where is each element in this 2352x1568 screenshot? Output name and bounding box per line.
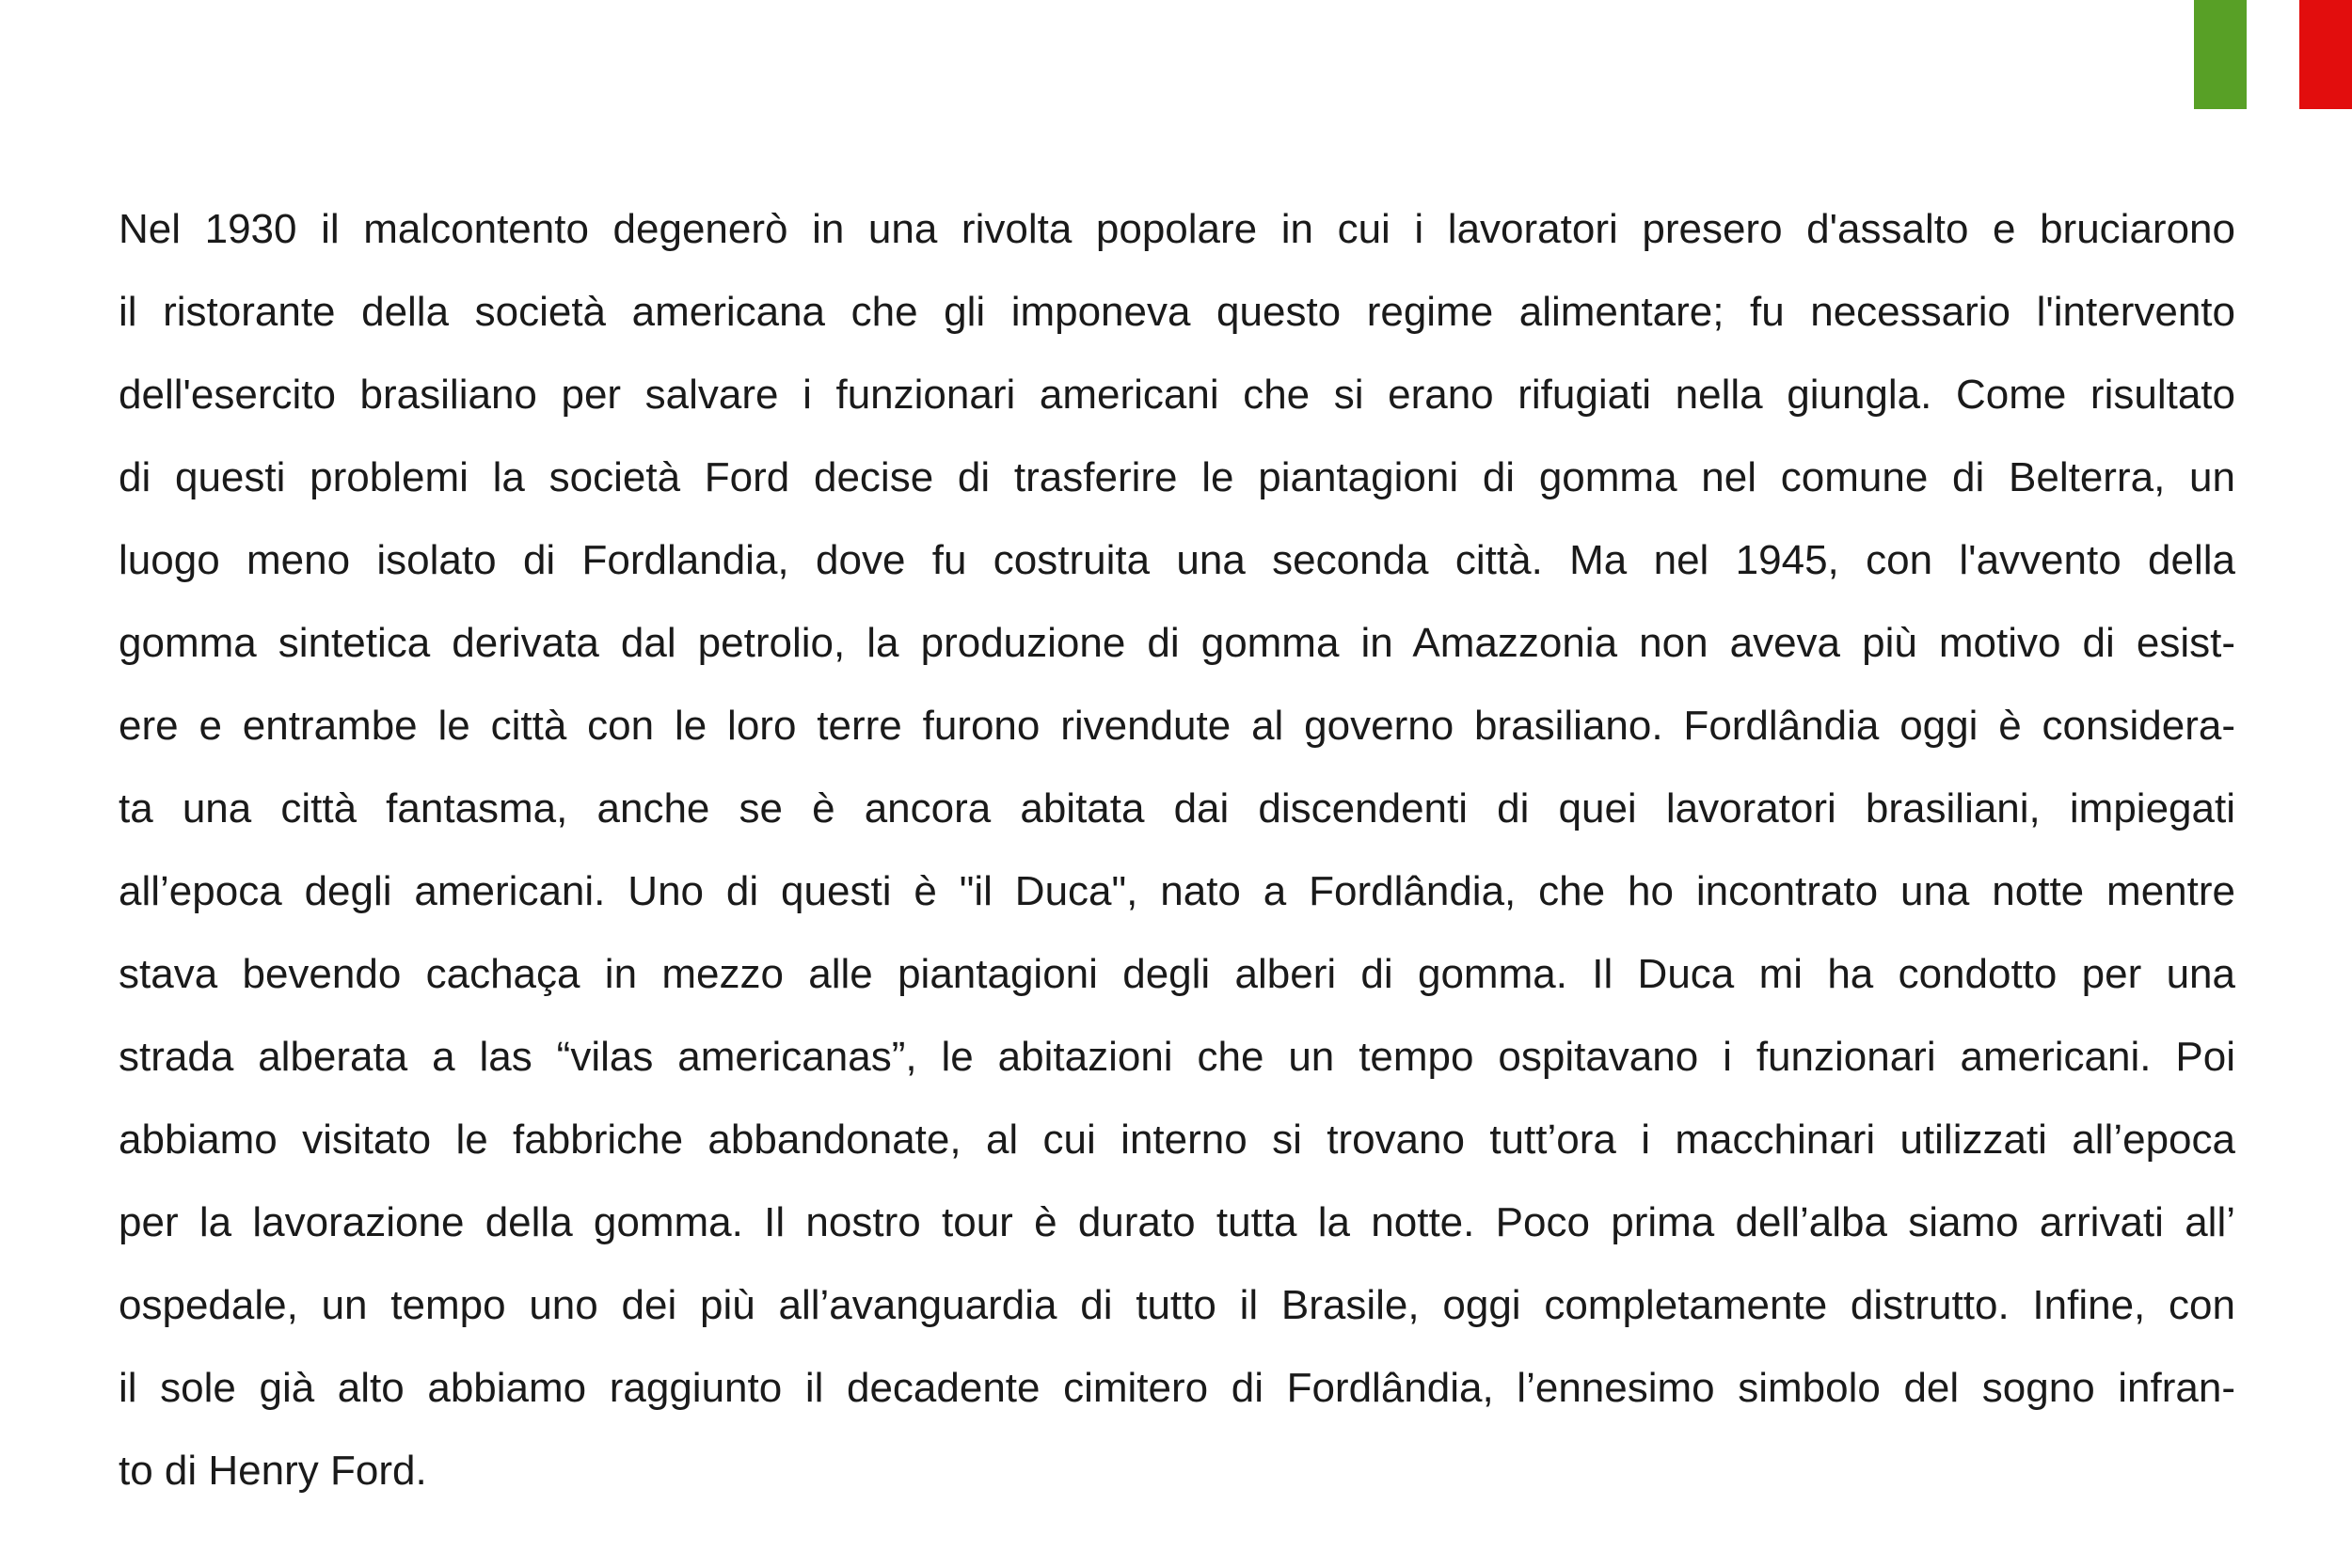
paragraph-line: stava bevendo cachaça in mezzo alle piantagioni degli alberi di gomma. Il Duca mi ha condotto per una (119, 951, 2235, 997)
flag-red-stripe (2299, 0, 2352, 109)
paragraph-line: per la lavorazione della gomma. Il nostro tour è durato tutta la notte. Poco prima dell’alba siamo arrivati all’ (119, 1199, 2235, 1245)
flag-green-stripe (2194, 0, 2247, 109)
paragraph-line: strada alberata a las “vilas americanas”, le abitazioni che un tempo ospitavano i funzionari americani. Poi (119, 1034, 2235, 1080)
paragraph-line: ospedale, un tempo uno dei più all’avanguardia di tutto il Brasile, oggi completamente distrutto. Infine, con (119, 1282, 2235, 1328)
paragraph-line: Nel 1930 il malcontento degenerò in una rivolta popolare in cui i lavoratori presero d'assalto e bruciarono (119, 206, 2235, 252)
paragraph-line: luogo meno isolato di Fordlandia, dove fu costruita una seconda città. Ma nel 1945, con l'avvento della (119, 537, 2235, 583)
paragraph-line-last: to di Henry Ford. (119, 1448, 427, 1494)
paragraph-line: ta una città fantasma, anche se è ancora abitata dai discendenti di quei lavoratori brasiliani, impiegati (119, 785, 2235, 832)
paragraph-line: di questi problemi la società Ford decise di trasferire le piantagioni di gomma nel comune di Belterra, un (119, 454, 2235, 500)
paragraph-line: gomma sintetica derivata dal petrolio, la produzione di gomma in Amazzonia non aveva più motivo di esist- (119, 620, 2235, 666)
paragraph-line: all’epoca degli americani. Uno di questi è "il Duca", nato a Fordlândia, che ho incontrato una notte mentre (119, 868, 2235, 914)
paragraph-line: abbiamo visitato le fabbriche abbandonate, al cui interno si trovano tutt’ora i macchinari utilizzati all’epoca (119, 1117, 2235, 1163)
paragraph-line: dell'esercito brasiliano per salvare i funzionari americani che si erano rifugiati nella giungla. Come risultato (119, 372, 2235, 418)
paragraph-line: il ristorante della società americana che gli imponeva questo regime alimentare; fu necessario l'intervento (119, 289, 2235, 335)
paragraph-line: ere e entrambe le città con le loro terre furono rivendute al governo brasiliano. Fordlândia oggi è considera- (119, 703, 2235, 749)
body-paragraph (119, 188, 2235, 1513)
paragraph-line: il sole già alto abbiamo raggiunto il decadente cimitero di Fordlândia, l’ennesimo simbolo del sogno infran- (119, 1365, 2235, 1411)
